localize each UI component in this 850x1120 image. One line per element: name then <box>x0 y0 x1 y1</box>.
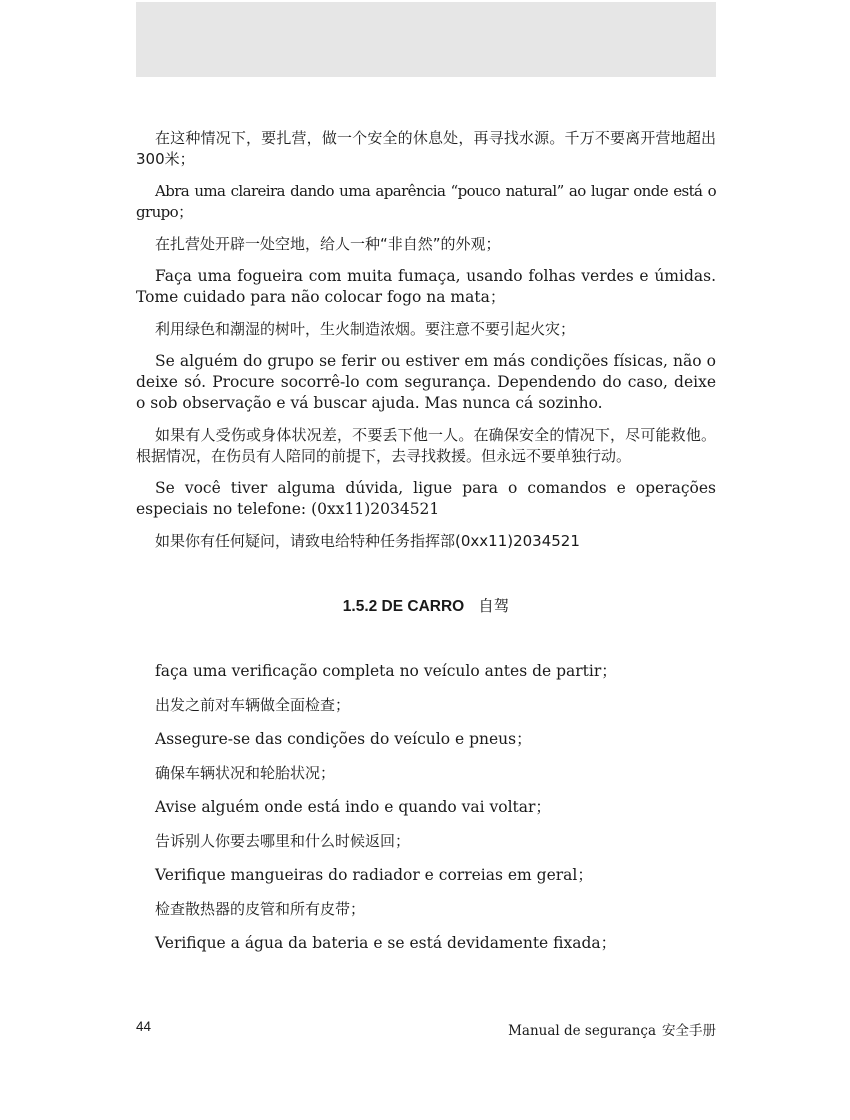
paragraph-camp-zh: 在这种情况下，要扎营，做一个安全的休息处，再寻找水源。千万不要离开营地超出300米； <box>136 129 716 168</box>
page-footer <box>136 1019 716 1039</box>
running-title <box>508 1019 716 1039</box>
paragraph-clearing-pt: Abra uma clareira dando uma aparência “pouco natural” ao lugar onde está o grupo； <box>136 182 716 221</box>
list-item: Avise alguém onde está indo e quando vai voltar； <box>155 798 551 816</box>
list-item: 告诉别人你要去哪里和什么时候返回； <box>155 832 411 850</box>
paragraph-contact-zh: 如果你有任何疑问，请致电给特种任务指挥部(0xx11)2034521 <box>155 532 580 550</box>
page-body <box>136 128 716 967</box>
section-title-zh: 自驾 <box>478 597 510 615</box>
paragraph-fire-zh: 利用绿色和潮湿的树叶，生火制造浓烟。要注意不要引起火灾； <box>155 320 576 338</box>
list-item: Verifique mangueiras do radiador e correias em geral； <box>155 866 593 884</box>
section-title: 1.5.2 DE CARRO <box>342 598 465 615</box>
checklist <box>136 661 716 954</box>
paragraph-injury-zh: 如果有人受伤或身体状况差，不要丢下他一人。在确保安全的情况下，尽可能救他。根据情况，在伤员有人陪同的前提下，去寻找救援。但永远不要单独行动。 <box>136 426 716 465</box>
running-title-zh: 安全手册 <box>662 1023 716 1039</box>
running-title-pt: Manual de segurança <box>508 1023 656 1039</box>
list-item: faça uma verificação completa no veículo antes de partir； <box>155 662 617 680</box>
list-item: 检查散热器的皮管和所有皮带； <box>155 900 366 918</box>
list-item: Verifique a água da bateria e se está devidamente fixada； <box>155 934 617 952</box>
page-number: 44 <box>136 1019 152 1034</box>
list-item: Assegure-se das condições do veículo e pneus； <box>155 730 532 748</box>
list-item: 出发之前对车辆做全面检查； <box>155 696 351 714</box>
paragraph-contact-pt: Se você tiver alguma dúvida, ligue para o comandos e operações especiais no telefone: (0xx11)2034521 <box>136 479 716 518</box>
paragraph-clearing-zh: 在扎营处开辟一处空地，给人一种“非自然”的外观； <box>155 235 501 253</box>
paragraph-fire-pt: Faça uma fogueira com muita fumaça, usando folhas verdes e úmidas. Tome cuidado para não colocar fogo na mata； <box>136 267 716 306</box>
list-item: 确保车辆状况和轮胎状况； <box>155 764 336 782</box>
header-band <box>136 2 716 77</box>
paragraph-injury-pt: Se alguém do grupo se ferir ou estiver em más condições físicas, não o deixe só. Procure socorrê-lo com segurança. Dependendo do caso, deixe o sob observação e vá buscar ajuda. Mas nunca cá sozinho. <box>136 352 716 412</box>
section-heading <box>136 596 716 617</box>
